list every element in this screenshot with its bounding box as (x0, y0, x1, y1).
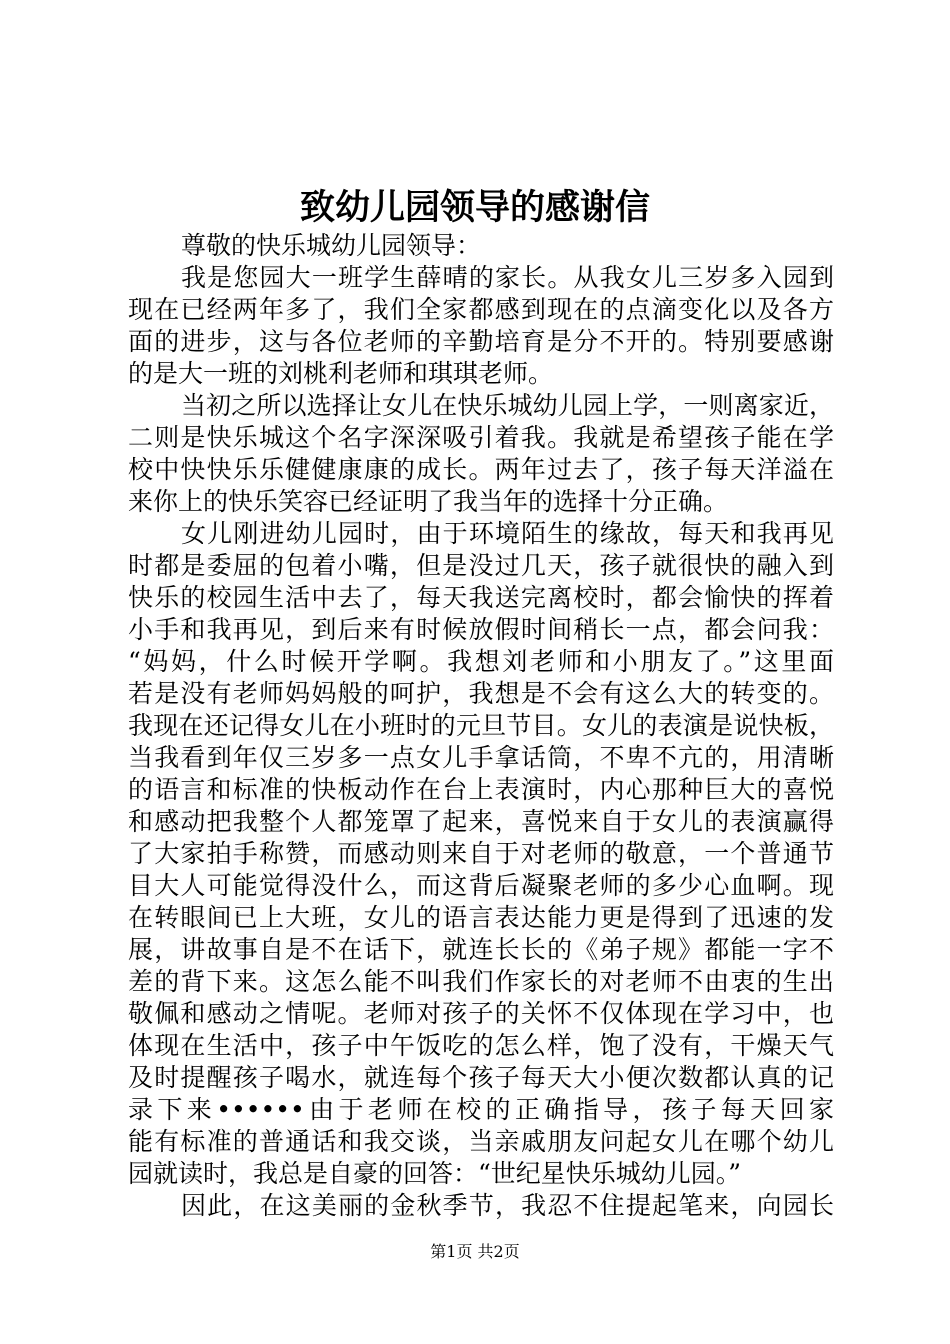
text-line: 时都是委屈的包着小嘴，但是没过几天，孩子就很快的融入到 (128, 551, 834, 580)
text-line: 面的进步，这与各位老师的辛勤培育是分不开的。特别要感谢 (128, 327, 834, 356)
text-line: 和感动把我整个人都笼罩了起来，喜悦来自于女儿的表演赢得 (128, 807, 834, 836)
text-line: 录下来••••••由于老师在校的正确指导，孩子每天回家 (128, 1095, 834, 1124)
text-line: “妈妈，什么时候开学啊。我想刘老师和小朋友了。”这里面 (128, 647, 834, 676)
text-line: 我现在还记得女儿在小班时的元旦节目。女儿的表演是说快板， (128, 711, 834, 740)
text-line: 若是没有老师妈妈般的呵护，我想是不会有这么大的转变的。 (128, 679, 834, 708)
text-line: 校中快快乐乐健健康康的成长。两年过去了，孩子每天洋溢在 (128, 455, 834, 484)
text-line: 能有标准的普通话和我交谈，当亲戚朋友问起女儿在哪个幼儿 (128, 1127, 834, 1156)
text-line: 园就读时，我总是自豪的回答：“世纪星快乐城幼儿园。” (128, 1159, 742, 1188)
page-footer: 第1页 共2页 (430, 1242, 520, 1261)
text-line: 体现在生活中，孩子中午饭吃的怎么样，饱了没有，干燥天气 (128, 1031, 834, 1060)
text-line: 女儿刚进幼儿园时，由于环境陌生的缘故，每天和我再见 (181, 519, 834, 548)
text-line: 快乐的校园生活中去了，每天我送完离校时，都会愉快的挥着 (128, 583, 834, 612)
text-line: 尊敬的快乐城幼儿园领导： (181, 231, 482, 260)
text-line: 的语言和标准的快板动作在台上表演时，内心那种巨大的喜悦 (128, 775, 834, 804)
text-line: 差的背下来。这怎么能不叫我们作家长的对老师不由衷的生出 (128, 967, 834, 996)
document-title: 致幼儿园领导的感谢信 (299, 187, 650, 228)
text-line: 我是您园大一班学生薛晴的家长。从我女儿三岁多入园到 (181, 263, 834, 292)
text-line: 因此，在这美丽的金秋季节，我忍不住提起笔来，向园长 (181, 1191, 834, 1220)
text-line: 了大家拍手称赞，而感动则来自于对老师的敬意，一个普通节 (128, 839, 834, 868)
text-line: 展，讲故事自是不在话下，就连长长的《弟子规》都能一字不 (128, 935, 834, 964)
text-line: 当初之所以选择让女儿在快乐城幼儿园上学，一则离家近， (181, 391, 834, 420)
text-line: 来你上的快乐笑容已经证明了我当年的选择十分正确。 (128, 487, 729, 516)
text-line: 现在已经两年多了，我们全家都感到现在的点滴变化以及各方 (128, 295, 834, 324)
text-line: 二则是快乐城这个名字深深吸引着我。我就是希望孩子能在学 (128, 423, 834, 452)
text-line: 敬佩和感动之情呢。老师对孩子的关怀不仅体现在学习中，也 (128, 999, 834, 1028)
text-line: 当我看到年仅三岁多一点女儿手拿话筒，不卑不亢的，用清晰 (128, 743, 834, 772)
text-line: 在转眼间已上大班，女儿的语言表达能力更是得到了迅速的发 (128, 903, 834, 932)
text-line: 的是大一班的刘桃利老师和琪琪老师。 (128, 359, 554, 388)
letter-body (128, 230, 834, 1222)
text-line: 及时提醒孩子喝水，就连每个孩子每天大小便次数都认真的记 (128, 1063, 834, 1092)
text-line: 目大人可能觉得没什么，而这背后凝聚老师的多少心血啊。现 (128, 871, 834, 900)
text-line: 小手和我再见，到后来有时候放假时间稍长一点，都会问我： (128, 615, 834, 644)
